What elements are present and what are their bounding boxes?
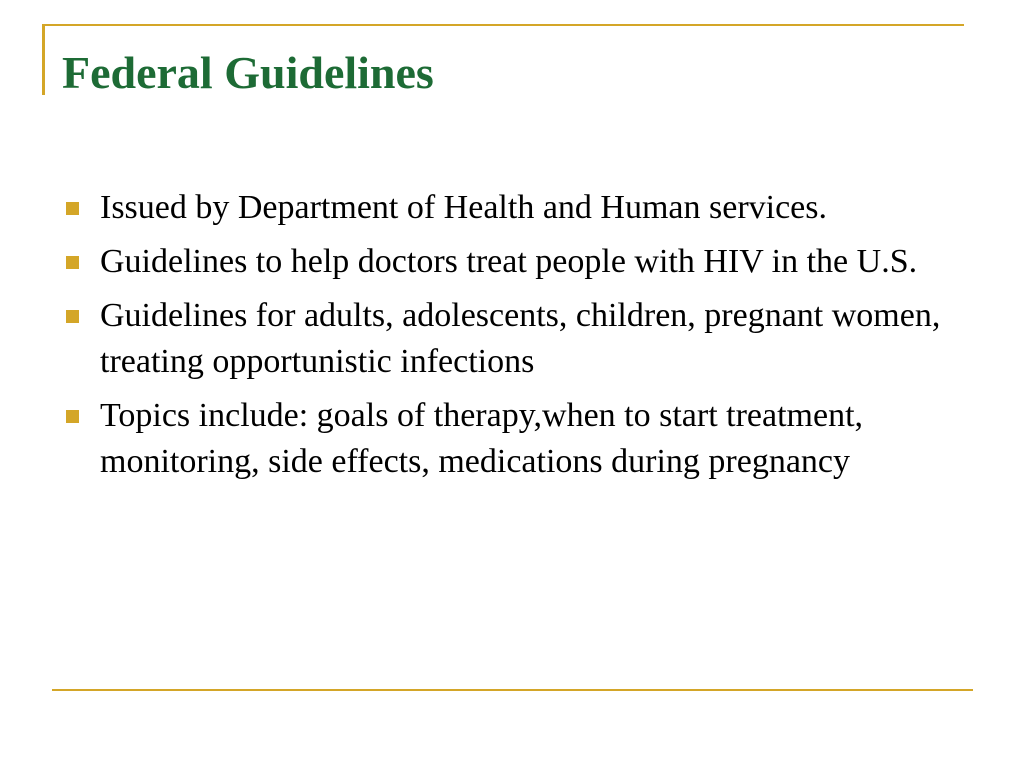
slide-title: Federal Guidelines	[62, 47, 434, 98]
square-bullet-icon	[66, 310, 79, 323]
title-frame-top-line	[42, 24, 964, 26]
bullet-item	[62, 293, 972, 385]
title-frame-left-line	[42, 25, 45, 95]
square-bullet-icon	[66, 256, 79, 269]
bullet-text: Guidelines to help doctors treat people with HIV in the U.S.	[100, 243, 918, 280]
bullet-text: Issued by Department of Health and Human services.	[100, 189, 827, 226]
bullet-item	[62, 393, 972, 485]
bottom-divider	[52, 689, 973, 691]
bullet-item	[62, 239, 972, 285]
bullet-text: Topics include: goals of therapy,when to start treatment, monitoring, side effects, medications during pregnancy	[100, 397, 864, 480]
bullet-text: Guidelines for adults, adolescents, children, pregnant women, treating opportunistic infections	[100, 297, 941, 380]
bullet-list	[62, 185, 972, 493]
bullet-item	[62, 185, 972, 231]
square-bullet-icon	[66, 410, 79, 423]
square-bullet-icon	[66, 202, 79, 215]
